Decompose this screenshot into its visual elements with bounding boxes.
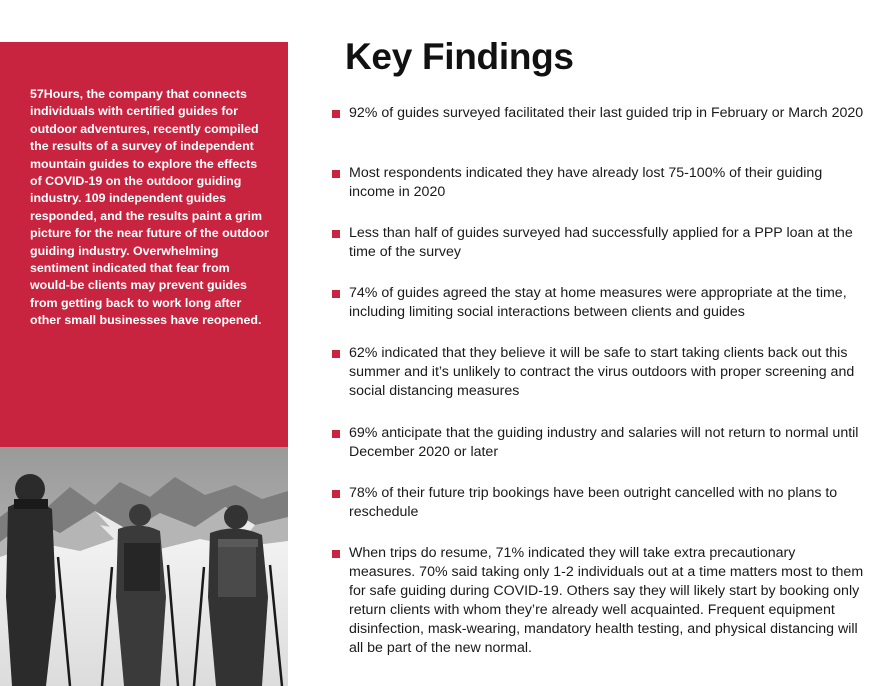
- square-bullet-icon: [332, 170, 340, 178]
- finding-text: 69% anticipate that the guiding industry and salaries will not return to normal until December 2020 or later: [349, 425, 859, 460]
- square-bullet-icon: [332, 550, 340, 558]
- finding-item: [332, 104, 864, 123]
- finding-item: [332, 164, 864, 202]
- finding-item: [332, 484, 864, 522]
- finding-item: [332, 224, 864, 262]
- finding-text: Most respondents indicated they have already lost 75-100% of their guiding income in 2020: [349, 165, 823, 200]
- finding-item: [332, 424, 864, 462]
- square-bullet-icon: [332, 490, 340, 498]
- finding-text: When trips do resume, 71% indicated they will take extra precautionary measures. 70% said taking only 1-2 individuals out at a time matters most to them for safe guiding during COVID-19. Others say they will likely start by booking only return clients with whom they’re already well acquainted. Frequent equipment disinfection, mask-wearing, mandatory health testing, and physical distancing will all be part of the new normal.: [349, 545, 864, 656]
- intro-text: 57Hours, the company that connects individuals with certified guides for outdoor adventures, recently compiled the results of a survey of independent mountain guides to explore the effects of COVID-19 on the outdoor guiding industry. 109 independent guides responded, and the results paint a grim picture for the near future of the outdoor guiding industry. Overwhelming sentiment indicated that fear from would-be clients may prevent guides from getting back to work long after other small businesses have reopened.: [30, 87, 269, 328]
- skiers-illustration: [0, 447, 288, 686]
- square-bullet-icon: [332, 430, 340, 438]
- finding-item: [332, 544, 864, 658]
- finding-text: Less than half of guides surveyed had successfully applied for a PPP loan at the time of the survey: [349, 225, 853, 260]
- square-bullet-icon: [332, 290, 340, 298]
- mountain-guides-photo: [0, 447, 288, 686]
- intro-panel: [0, 42, 288, 447]
- square-bullet-icon: [332, 350, 340, 358]
- finding-item: [332, 284, 864, 322]
- square-bullet-icon: [332, 110, 340, 118]
- page-title: Key Findings: [345, 36, 574, 77]
- finding-text: 62% indicated that they believe it will be safe to start taking clients back out this summer and it’s unlikely to contract the virus outdoors with proper screening and social distancing measures: [349, 345, 855, 399]
- finding-text: 78% of their future trip bookings have been outright cancelled with no plans to reschedule: [349, 485, 838, 520]
- square-bullet-icon: [332, 230, 340, 238]
- finding-text: 92% of guides surveyed facilitated their last guided trip in February or March 2020: [349, 105, 864, 121]
- finding-text: 74% of guides agreed the stay at home measures were appropriate at the time, including limiting social interactions between clients and guides: [349, 285, 847, 320]
- finding-item: [332, 344, 864, 401]
